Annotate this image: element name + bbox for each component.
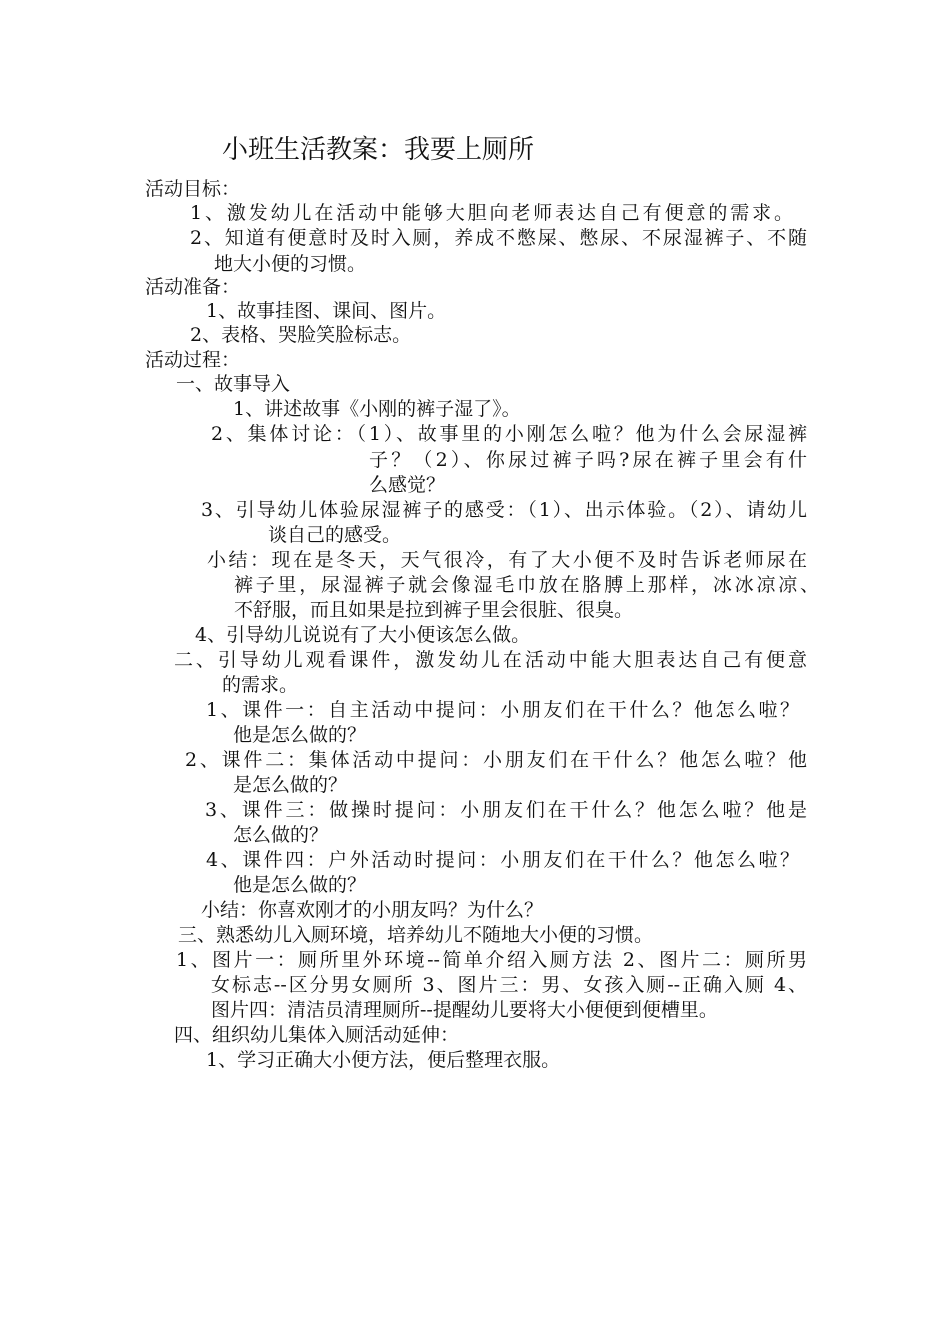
- process-1-item-2-cont: 子？（2）、你尿过裤子吗?尿在裤子里会有什: [369, 449, 807, 471]
- prep-item-1: 1、故事挂图、课间、图片。: [206, 300, 447, 322]
- process-2-item-3-cont: 怎么做的？: [233, 824, 329, 846]
- process-1-item-3-cont: 谈自己的感受。: [268, 524, 402, 546]
- process-1-item-2: 2、集体讨论：（1）、故事里的小刚怎么啦？他为什么会尿湿裤: [211, 423, 807, 445]
- process-3-line-3: 图片四：清洁员清理厕所--提醒幼儿要将大小便便到便槽里。: [211, 999, 718, 1021]
- process-2-item-2-cont: 是怎么做的？: [233, 774, 348, 796]
- section-heading-goals: 活动目标：: [145, 178, 241, 200]
- process-part-2-cont: 的需求。: [222, 674, 299, 696]
- process-2-item-2: 2、课件二：集体活动中提问：小朋友们在干什么？他怎么啦？他: [185, 749, 807, 771]
- process-part-3: 三、熟悉幼儿入厕环境，培养幼儿不随地大小便的习惯。: [178, 924, 654, 946]
- process-part-4: 四、组织幼儿集体入厕活动延伸：: [174, 1024, 460, 1046]
- process-part-1: 一、故事导入: [176, 373, 291, 395]
- process-1-summary-cont: 裤子里，尿湿裤子就会像湿毛巾放在胳膊上那样，冰冰凉凉、: [234, 574, 819, 596]
- section-heading-process: 活动过程：: [145, 349, 241, 371]
- process-2-item-1-cont: 他是怎么做的？: [233, 724, 367, 746]
- process-1-summary-cont2: 不舒服，而且如果是拉到裤子里会很脏、很臭。: [234, 599, 634, 621]
- prep-item-2: 2、表格、哭脸笑脸标志。: [190, 324, 412, 346]
- process-1-summary: 小结：现在是冬天，天气很冷，有了大小便不及时告诉老师尿在: [207, 549, 807, 571]
- process-2-item-3: 3、课件三：做操时提问：小朋友们在干什么？他怎么啦？他是: [205, 799, 807, 821]
- process-3-line-2: 女标志--区分男女厕所 3、图片三：男、女孩入厕--正确入厕 4、: [211, 974, 807, 996]
- goal-item-2: 2、知道有便意时及时入厕，养成不憋屎、憋尿、不尿湿裤子、不随: [190, 227, 807, 249]
- section-heading-prep: 活动准备：: [145, 276, 241, 298]
- process-3-line-1: 1、图片一：厕所里外环境--简单介绍入厕方法 2、图片二：厕所男: [176, 949, 807, 971]
- process-1-item-1: 1、讲述故事《小刚的裤子湿了》。: [233, 398, 521, 420]
- process-1-item-3: 3、引导幼儿体验尿湿裤子的感受：（1）、出示体验。（2）、请幼儿: [201, 499, 807, 521]
- process-2-item-4-cont: 他是怎么做的？: [233, 874, 367, 896]
- process-2-item-1: 1、课件一：自主活动中提问：小朋友们在干什么？他怎么啦？: [206, 699, 799, 721]
- process-4-item-1: 1、学习正确大小便方法，便后整理衣服。: [206, 1049, 561, 1071]
- goal-item-2-cont: 地大小便的习惯。: [214, 253, 367, 275]
- process-part-2: 二、引导幼儿观看课件，激发幼儿在活动中能大胆表达自己有便意: [174, 649, 807, 671]
- process-2-item-4: 4、课件四：户外活动时提问：小朋友们在干什么？他怎么啦？: [206, 849, 799, 871]
- process-2-summary: 小结：你喜欢刚才的小朋友吗？为什么？: [201, 899, 544, 921]
- process-1-item-4: 4、引导幼儿说说有了大小便该怎么做。: [195, 624, 531, 646]
- goal-item-1: 1、激发幼儿在活动中能够大胆向老师表达自己有便意的需求。: [190, 202, 793, 224]
- process-1-item-2-cont2: 么感觉？: [369, 474, 446, 496]
- document-title: 小班生活教案：我要上厕所: [222, 135, 535, 165]
